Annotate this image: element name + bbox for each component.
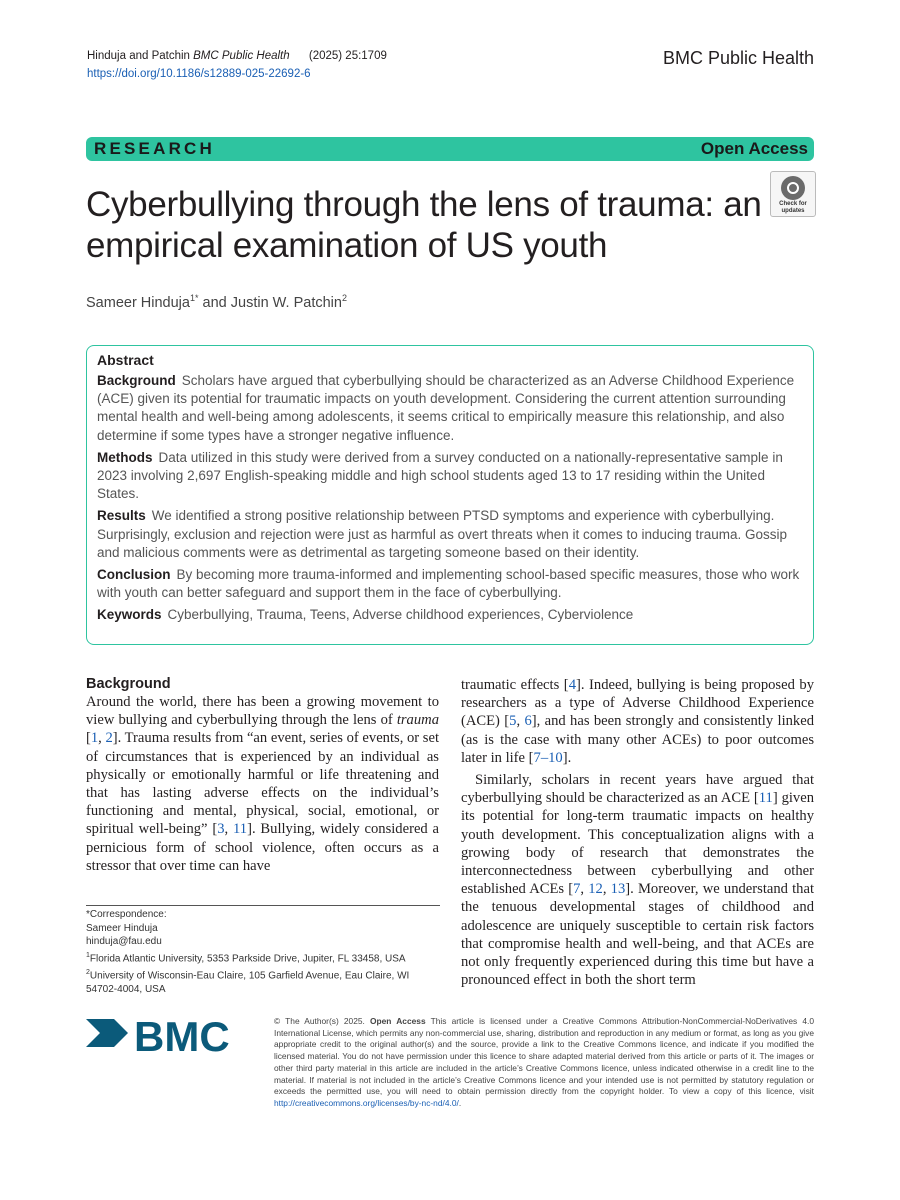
abstract-section-text: Data utilized in this study were derived from a survey conducted on a nationally-representative sample in 2023 involving 2,697 English-speaking middle and high school students aged 13 to 17 residing within the United States. [97,449,783,502]
bmc-logo-text: BMC [134,1015,230,1057]
correspondence-label: *Correspondence: [86,909,167,920]
text-run: ]. Trauma results from “an event, series of events, or set of circumstances that is experienced by an individual as physically or emotionally harmful or life threatening and that has lasting adverse effects on the individual’s functioning and mental, physical, social, emotional, or spiritual well-being” [ [86,730,440,838]
author-name[interactable]: Sameer Hinduja [86,294,190,311]
badge-label-line2: updates [781,208,805,214]
update-icon [781,176,805,200]
correspondence-email[interactable]: hinduja@fau.edu [86,936,162,948]
abstract-section-label: Results [97,508,146,524]
body-paragraph: Similarly, scholars in recent years have argued that cyberbullying should be characterized as an ACE [11] given its potential for long-term traumatic impacts on healthy youth development. This conceptualization aligns with a growing body of research that demonstrates the interconnectedness between cyberbullying and other established ACEs [7, 12, 13]. Moreover, we understand that the tenuous developmental stages of childhood and adolescence are uniquely susceptible to certain risk factors that compromise health and well-being, and that ACEs are not only frequently experienced during this time but have a pronounced effect in both the short term [461,772,815,989]
abstract-section-text: Cyberbullying, Trauma, Teens, Adverse childhood experiences, Cyberviolence [167,607,634,623]
open-access-tag: Open Access [370,1016,426,1026]
running-header [87,47,387,83]
citation-link[interactable]: 3 [217,821,225,838]
doi-link[interactable]: https://doi.org/10.1186/s12889-025-22692-6 [87,68,311,80]
body-paragraph: Around the world, there has been a growing movement to view bullying and cyberbullying through the lens of trauma [1, 2]. Trauma results from “an event, series of events, or set of circumstances that is experienced by an individual as physically or emotionally harmful or life threatening and that has lasting adverse effects on the individual’s functioning and mental, physical, social, emotional, or spiritual well-being” [3, 11]. Bullying, widely considered a pernicious form of school violence, often occurs as a stressor that over time can have [86,694,440,874]
text-run: ]. Moreover, we understand that the tenuous developmental stages of childhood and adolescence are uniquely susceptible to certain risk factors that compromise health and well-being, and that ACEs are not only frequently experienced during this time but have a pronounced effect in both the short term [461,881,815,989]
footnote-divider [86,905,440,906]
text-run: ]. Bullying, widely considered a pernicious form of school violence, often occurs as a stressor that over time can have [86,821,440,874]
abstract-section-text: By becoming more trauma-informed and implementing school-based specific measures, those who work with youth can better safeguard and support them in the face of cyberbullying. [97,567,800,601]
abstract-section-text: We identified a strong positive relationship between PTSD symptoms and experience with cyberbullying. Surprisingly, exclusion and rejection were just as harmful as overt threats when it comes to inducing trauma. Gossip and malicious comments were as detrimental as targeting someone based on their identity. [97,508,788,560]
abstract-section-label: Methods [97,449,153,465]
body-right-column [461,676,814,989]
affiliation-text: University of Wisconsin-Eau Claire, 105 Garfield Avenue, Eau Claire, WI 54702-4004, USA [86,970,410,995]
text-run: traumatic effects [ [461,677,569,693]
article-type-banner [86,137,814,161]
license-text: This article is licensed under a Creative Commons Attribution-NonCommercial-NoDerivatives 4.0 International License, which permits any non-commercial use, sharing, distribution and reproduction in any medium or format, as long as you give appropriate credit to the original author(s) and the source, provide a link to the Creative Commons licence, and indicate if you modified the licensed material. You do not have permission under this licence to share adapted material derived from this article or parts of it. The images or other third party material in this article are included in the article’s Creative Commons licence, unless indicated otherwise in a credit line to the material. If material is not included in the article’s Creative Commons licence and your intended use is not permitted by statutory regulation or exceeds the permitted use, you will need to obtain permission directly from the copyright holder. To view a copy of this licence, visit [274,1016,814,1097]
abstract-section-label: Keywords [97,607,162,623]
header-journal: BMC Public Health [193,50,290,62]
license-link[interactable]: http://creativecommons.org/licenses/by-nc-nd/4.0/ [274,1097,459,1108]
text-run: Around the world, there has been a growing movement to view bullying and cyberbullying through the lens of [86,694,439,729]
open-access-label: Open Access [700,139,808,158]
article-title: Cyberbullying through the lens of trauma: an empirical examination of US youth [86,185,762,265]
citation-link[interactable]: 11 [233,821,248,838]
citation-link[interactable]: 6 [524,713,532,730]
affiliation-2 [86,966,440,997]
citation-link[interactable]: 7–10 [533,749,563,766]
text-run: ], and has been strongly and consistently linked (as is the case with many other ACEs) to poor outcomes later in life [ [461,713,814,766]
affiliation-mark: 1 [86,951,90,959]
header-authors: Hinduja and Patchin [87,50,190,62]
license-statement [274,1016,814,1110]
copyright-text: © The Author(s) 2025. [274,1016,371,1026]
abstract-section [97,507,803,562]
emphasis: trauma [396,712,439,729]
abstract-section [97,566,803,602]
journal-name: BMC Public Health [662,48,814,68]
article-type: RESEARCH [94,139,216,158]
correspondence-name: Sameer Hinduja [86,922,158,934]
section-heading: Background [86,676,171,692]
author-affiliation-mark: 1* [189,293,199,303]
text-run: ] given its potential for long-term traumatic impacts on healthy youth development. This conceptualization aligns with a growing body of research that demonstrates the interconnectedness between cyberbullying and other established ACEs [ [461,790,814,898]
citation-link[interactable]: 13 [610,881,626,898]
text-run: Similarly, scholars in recent years have argued that cyberbullying should be characterized as an ACE [ [461,772,814,807]
header-year-volume: (2025) 25:1709 [308,50,387,62]
abstract-section [97,449,803,504]
citation-link[interactable]: 4 [568,677,576,693]
text-run: ]. Indeed, bullying is being proposed by researchers as a type of Adverse Childhood Experience (ACE) [ [461,677,815,730]
affiliation-mark: 2 [86,968,90,976]
bmc-logo [86,1015,252,1057]
author-affiliation-mark: 2 [341,293,347,303]
text-run: [ [86,730,91,747]
author-list [86,293,347,311]
abstract-section [97,372,803,445]
abstract-section-label: Background [97,373,176,388]
author-separator: and [198,294,231,311]
text-run: ]. [562,749,572,766]
citation-link[interactable]: 2 [105,730,113,747]
license-end: . [458,1097,462,1108]
author-name[interactable]: Justin W. Patchin [230,294,342,311]
abstract-heading: Abstract [97,352,154,368]
affiliation-1 [86,949,440,966]
check-for-updates-button[interactable] [770,171,816,217]
body-left-column [86,676,439,875]
abstract-section-label: Conclusion [97,567,171,583]
correspondence-footnote [86,908,440,996]
badge-label-line1: Check for [779,201,807,207]
abstract-section-text: Scholars have argued that cyberbullying should be characterized as an Adverse Childhood Experience (ACE) given its potential for traumatic impacts on youth development. Considering the current attention surrounding mental health and well-being among adolescents, it seems critical to empirically measure this relationship, and also determine if some types have a stronger negative influence. [97,373,795,443]
affiliation-text: Florida Atlantic University, 5353 Parkside Drive, Jupiter, FL 33458, USA [89,953,406,965]
abstract-box [86,345,814,645]
citation-link[interactable]: 11 [758,790,773,807]
body-paragraph: traumatic effects [4]. Indeed, bullying is being proposed by researchers as a type of Adverse Childhood Experience (ACE) [5, 6], and has been strongly and consistently linked (as is the case with many other ACEs) to poor outcomes later in life [7–10]. [461,677,815,766]
citation-link[interactable]: 12 [588,881,603,898]
citation-link[interactable]: 7 [573,881,581,898]
abstract-section [97,606,803,624]
citation-link[interactable]: 5 [509,713,517,730]
citation-link[interactable]: 1 [90,730,99,747]
